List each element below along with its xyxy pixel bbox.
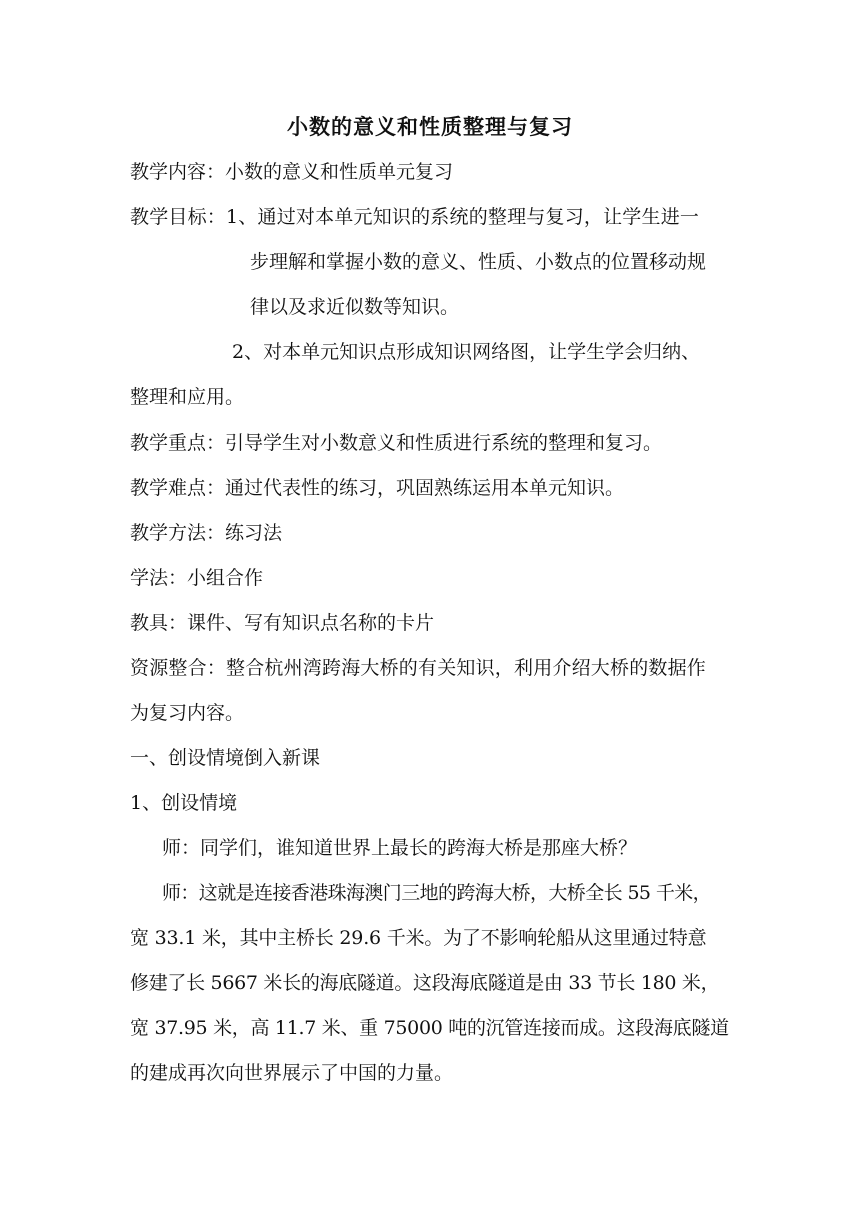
resources-line-2: 为复习内容。 (130, 702, 245, 724)
resources-line-1: 资源整合：整合杭州湾跨海大桥的有关知识，利用介绍大桥的数据作 (130, 657, 707, 679)
learning-method: 学法：小组合作 (130, 567, 264, 589)
teaching-goals-line-1: 教学目标：1、通过对本单元知识的系统的整理与复习，让学生进一 (130, 206, 700, 228)
paragraph-bridge-line-1: 师：这就是连接香港珠海澳门三地的跨海大桥，大桥全长 55 千米， (162, 882, 712, 904)
teaching-key-point: 教学重点：引导学生对小数意义和性质进行系统的整理和复习。 (130, 432, 663, 454)
teaching-difficulty: 教学难点：通过代表性的练习，巩固熟练运用本单元知识。 (130, 477, 625, 499)
teaching-method: 教学方法：练习法 (130, 522, 283, 544)
teaching-goals-line-5: 整理和应用。 (130, 386, 245, 408)
document-title: 小数的意义和性质整理与复习 (287, 114, 573, 139)
section-heading-1: 一、创设情境倒入新课 (130, 747, 321, 769)
paragraph-bridge-line-4: 宽 37.95 米，高 11.7 米、重 75000 吨的沉管连接而成。这段海底隧道 (130, 1017, 729, 1039)
teaching-goals-line-2: 步理解和掌握小数的意义、性质、小数点的位置移动规 (250, 251, 707, 273)
subsection-heading-1: 1、创设情境 (130, 792, 238, 814)
paragraph-bridge-line-3: 修建了长 5667 米长的海底隧道。这段海底隧道是由 33 节长 180 米， (130, 972, 720, 994)
paragraph-question: 师：同学们，谁知道世界上最长的跨海大桥是那座大桥？ (162, 837, 638, 859)
teaching-tools: 教具：课件、写有知识点名称的卡片 (130, 612, 435, 634)
paragraph-bridge-line-2: 宽 33.1 米，其中主桥长 29.6 千米。为了不影响轮船从这里通过特意 (130, 927, 707, 949)
teaching-goals-line-3: 律以及求近似数等知识。 (250, 296, 460, 318)
teaching-goals-line-4: 2、对本单元知识点形成知识网络图，让学生学会归纳、 (232, 341, 701, 363)
teaching-content-line: 教学内容：小数的意义和性质单元复习 (130, 161, 454, 183)
paragraph-bridge-line-5: 的建成再次向世界展示了中国的力量。 (130, 1062, 454, 1084)
